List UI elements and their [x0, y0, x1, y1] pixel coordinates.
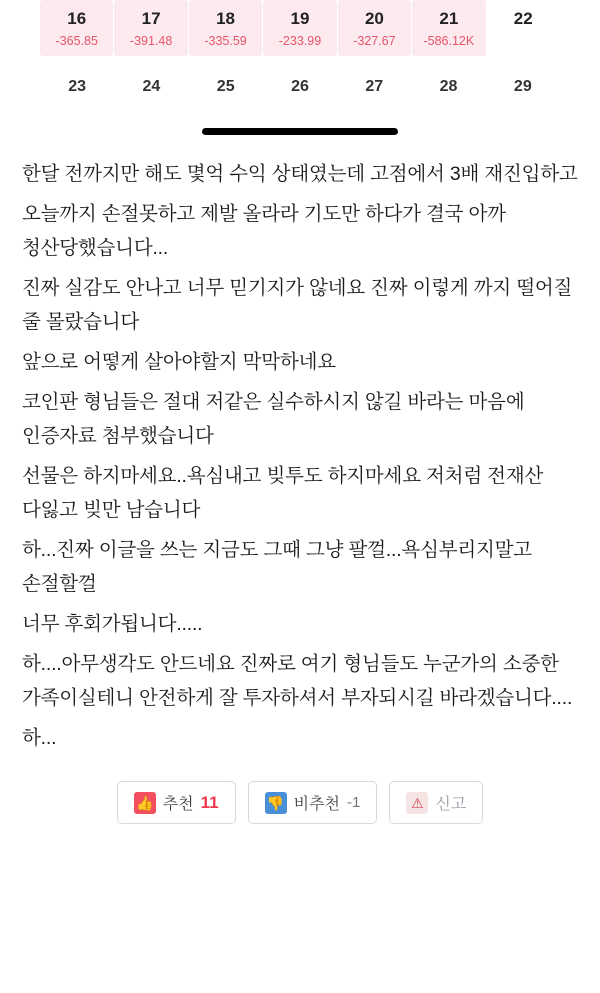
calendar-day-cell[interactable]	[40, 0, 113, 56]
post-paragraph: 오늘까지 손절못하고 제발 올라라 기도만 하다가 결국 아까 청산당했습니다...	[22, 203, 506, 259]
calendar-day-cell[interactable]	[338, 0, 411, 56]
calendar-day-cell[interactable]	[189, 0, 262, 56]
downvote-count: -1	[347, 794, 361, 811]
calendar-day-cell[interactable]	[189, 72, 263, 102]
calendar-day-cell[interactable]	[337, 72, 411, 102]
thumbs-up-icon: 👍	[134, 792, 156, 814]
calendar-day-cell[interactable]	[412, 0, 485, 56]
section-divider	[0, 128, 600, 135]
downvote-label: 비추천	[293, 796, 340, 813]
post-content	[0, 157, 600, 755]
calendar-day-amount: -335.59	[204, 34, 247, 48]
calendar-day-amount: -365.85	[55, 34, 98, 48]
post-paragraph: 진짜 실감도 안나고 너무 믿기지가 않네요 진짜 이렇게 까지 떨어질 줄 몰랐습니다	[22, 277, 573, 333]
report-label: 신고	[435, 796, 467, 813]
calendar-day-cell[interactable]	[114, 0, 187, 56]
post-paragraph: 한달 전까지만 해도 몇억 수익 상태였는데 고점에서 3배 재진입하고	[22, 163, 578, 185]
post-paragraph: 하...진짜 이글을 쓰는 지금도 그때 그냥 팔껄...욕심부리지말고 손절할껄	[22, 539, 532, 595]
upvote-label: 추천	[162, 796, 194, 813]
calendar-day-number: 21	[439, 9, 459, 28]
calendar-day-cell[interactable]	[40, 72, 114, 102]
report-icon: ⚠	[406, 792, 428, 814]
calendar-day-number: 29	[513, 78, 532, 95]
upvote-button[interactable]	[117, 781, 236, 824]
post-paragraph: 너무 후회가됩니다.....	[22, 613, 203, 635]
calendar-day-number: 18	[216, 9, 236, 28]
bottom-spacer	[0, 983, 600, 993]
calendar-day-amount: -327.67	[353, 34, 396, 48]
reaction-bar	[0, 781, 600, 824]
divider-bar	[202, 128, 398, 135]
calendar-day-number: 24	[142, 78, 161, 95]
calendar-day-amount: -586.12K	[423, 34, 475, 48]
calendar-day-amount: -233.99	[278, 34, 322, 48]
calendar-day-cell[interactable]	[114, 72, 188, 102]
post-paragraph: 앞으로 어떻게 살아야할지 막막하네요	[22, 351, 336, 373]
calendar-day-number: 26	[291, 78, 309, 95]
calendar-day-cell[interactable]	[487, 0, 560, 32]
calendar-day-number: 19	[290, 9, 310, 28]
calendar-day-number: 16	[67, 9, 87, 28]
upvote-count: 11	[200, 792, 219, 812]
post-paragraph: 하...	[22, 727, 57, 749]
calendar-week-row	[40, 0, 560, 56]
calendar-day-number: 28	[439, 78, 458, 95]
calendar-week-row	[40, 72, 560, 102]
pnl-calendar	[0, 0, 600, 102]
calendar-day-number: 17	[141, 9, 161, 28]
report-button[interactable]	[389, 781, 483, 824]
thumbs-down-icon: 👎	[265, 792, 287, 814]
calendar-day-cell[interactable]	[411, 72, 485, 102]
post-paragraph: 코인판 형님들은 절대 저같은 실수하시지 않길 바라는 마음에 인증자료 첨부했습니다	[22, 391, 525, 447]
calendar-day-number: 27	[365, 78, 384, 95]
post-paragraph: 선물은 하지마세요..욕심내고 빚투도 하지마세요 저처럼 전재산 다잃고 빚만 남습니다	[22, 465, 544, 521]
calendar-day-number: 22	[513, 9, 533, 28]
calendar-day-cell[interactable]	[486, 72, 560, 102]
post-paragraph: 하....아무생각도 안드네요 진짜로 여기 형님들도 누군가의 소중한 가족이실테니 안전하게 잘 투자하셔서 부자되시길 바라겠습니다....	[22, 653, 573, 709]
calendar-day-number: 25	[216, 78, 235, 95]
calendar-day-number: 23	[68, 78, 87, 95]
calendar-day-cell[interactable]	[263, 0, 336, 56]
downvote-button[interactable]	[248, 781, 378, 824]
calendar-day-cell[interactable]	[263, 72, 337, 102]
calendar-day-amount: -391.48	[129, 34, 173, 48]
calendar-day-number: 20	[364, 9, 384, 28]
